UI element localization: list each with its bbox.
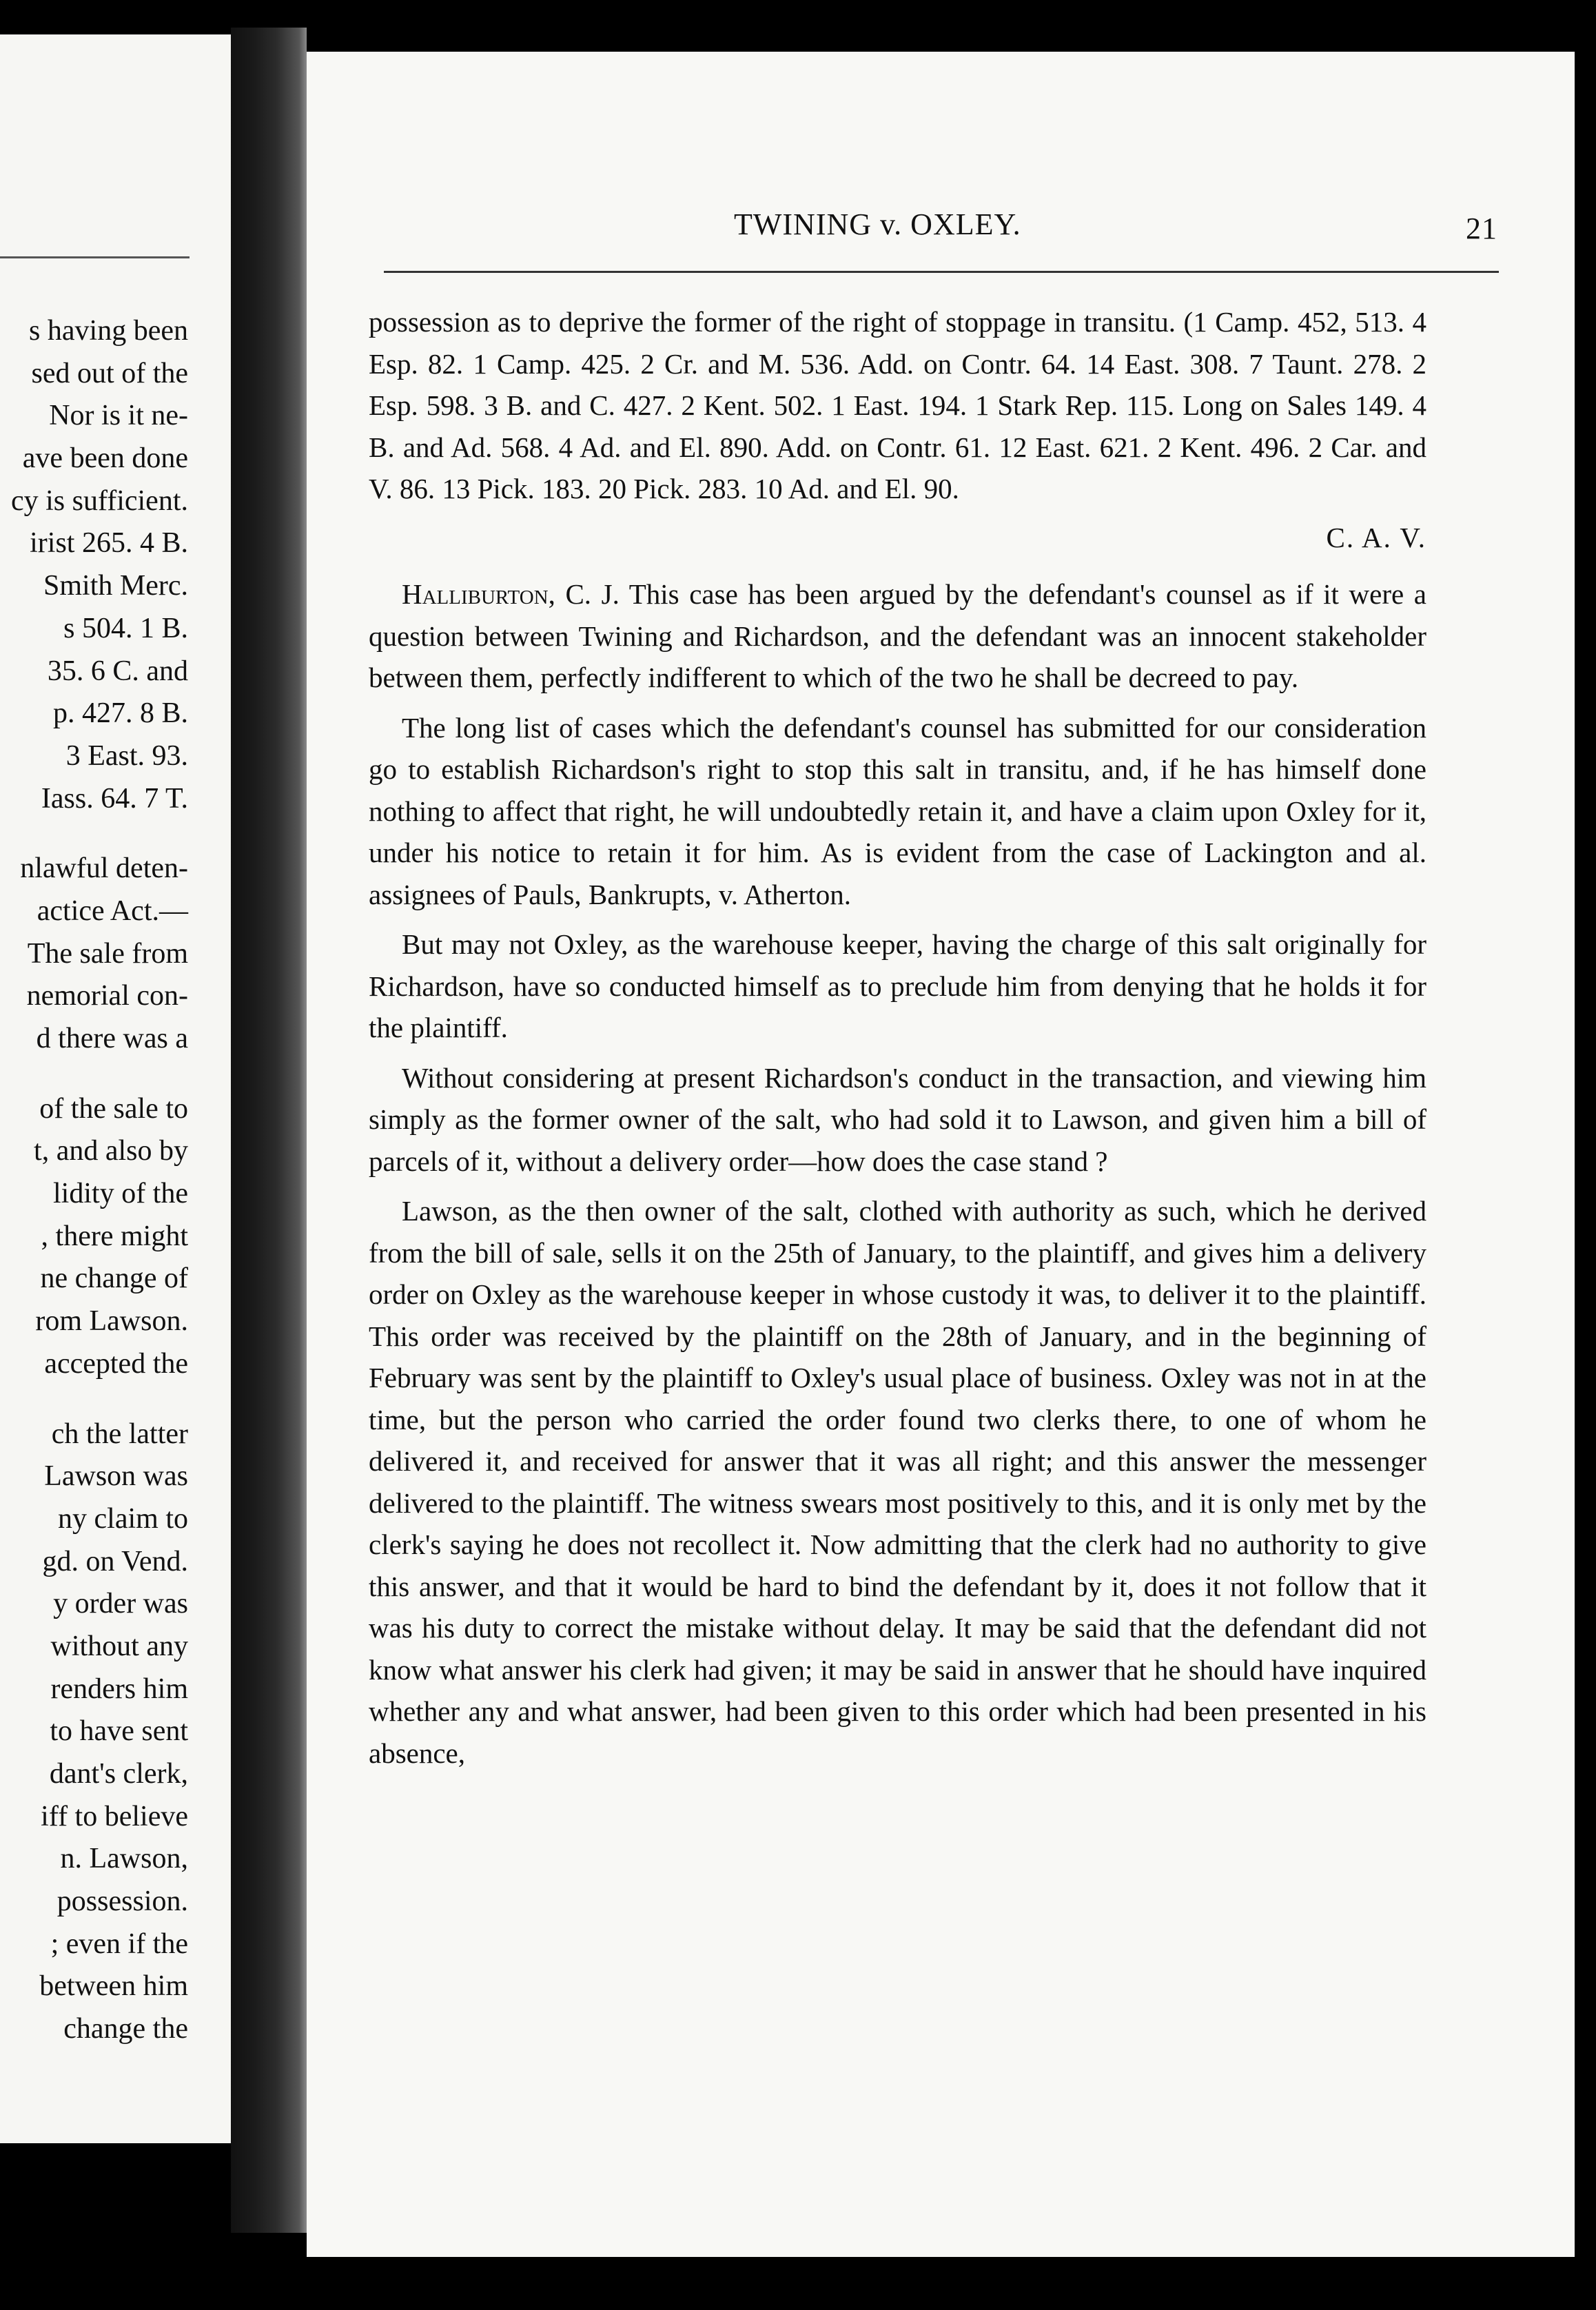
running-title: TWINING v. OXLEY. [734,207,1021,241]
judge-name: Halliburton, C. J. [402,578,620,610]
left-page-line: to have sent [50,1715,188,1748]
left-page-line: The sale from [27,937,188,970]
left-page-line: ch the latter [51,1418,188,1450]
page-number: 21 [1466,212,1497,245]
left-page-text [0,310,188,2051]
right-dark-margin [1575,0,1596,2310]
left-page-line: 3 East. 93. [65,739,188,772]
left-page-line: irist 265. 4 B. [30,527,188,560]
left-page-line: Nor is it ne- [49,400,188,432]
left-page-line: lidity of the [53,1178,188,1210]
paragraph-transaction: Without considering at present Richardson's conduct in the transaction, and viewing him simply as the former owner of the salt, who had sold it to Lawson, and given him a bill of parcels of it, without a delivery order—how does the case stand ? [369,1061,1426,1177]
running-head [307,207,1575,248]
header-rule [384,271,1499,273]
left-page-line: of the sale to [39,1092,188,1125]
left-page-line: possession. [57,1885,188,1918]
left-page-line: , there might [41,1220,188,1252]
left-page-line: ne change of [40,1263,188,1295]
left-page-line: s 504. 1 B. [63,612,188,644]
left-page-line: dant's clerk, [49,1758,188,1790]
left-page-line: ny claim to [58,1502,188,1535]
body-text [369,301,1426,1774]
left-page-line: y order was [53,1588,188,1620]
left-page-line: s having been [29,315,188,347]
left-page-line: t, and also by [34,1135,188,1167]
paragraph-opinion-opening [369,573,1426,699]
left-page-line: between him [39,1970,188,2003]
left-page-line [0,820,188,848]
left-page-rule [0,256,190,258]
main-page [307,52,1575,2257]
left-page-line: renders him [50,1673,188,1705]
paragraph-opinion-text: This case has been argued by the defendant's counsel as if it were a question between Twining and Richardson, and the defendant was an innocent stakeholder between them, perfectly indifferent to which of the two he shall be decreed to pay. [369,578,1426,693]
left-page-line: d there was a [36,1023,188,1054]
left-page-line: accepted the [44,1347,188,1380]
left-page-line: change the [63,2013,188,2045]
left-page-line: ; even if the [50,1928,188,1960]
left-page-line: actice Act.— [37,895,188,927]
left-page-fragment [0,34,231,2143]
left-page-line: without any [50,1630,188,1662]
left-page-line: 35. 6 C. and [47,655,188,687]
left-page-line: nemorial con- [26,980,188,1012]
left-page-line: cy is sufficient. [10,484,188,517]
left-page-line: Lawson was [44,1460,188,1493]
left-page-line: sed out of the [31,357,188,389]
left-page-line [0,1061,188,1088]
left-page-line: Iass. 64. 7 T. [41,782,188,815]
paragraph-cases: The long list of cases which the defendant's counsel has submitted for our consideration go to establish Richardson's right to stop this salt in transitu, and, if he has himself done nothing to affect that right, he will undoubtedly retain it, and have a claim upon Oxley for it, under his notice to retain it for him. As is evident from the case of Lackington and al. assignees of Pauls, Bankrupts, v. Atherton. [369,711,1426,910]
curia-advisari-vult: C. A. V. [1326,521,1426,553]
left-page-line: ave been done [22,442,188,475]
left-page-line: p. 427. 8 B. [52,697,188,730]
left-page-line: rom Lawson. [35,1305,188,1338]
paragraph-delivery-order: Lawson, as the then owner of the salt, clothed with authority as such, which he derived from the bill of sale, sells it on the 25th of January, to the plaintiff, and gives him a delivery order on Oxley as the warehouse keeper in whose custody it was, to deliver it to the plaintiff. This order was received by the plaintiff on the 28th of January, and in the beginning of February was sent by the plaintiff to Oxley's usual place of business. Oxley was not in at the time, but the person who carried the order found two clerks there, to one of whom he delivered it, and received for answer that it was all right; and this answer the messenger delivered to the plaintiff. The witness swears most positively to this, and it is only met by the clerk's saying he does not recollect it. Now admitting that the clerk had no authority to give this answer, and that it would be hard to bind the defendant by it, does it not follow that it was his duty to correct the mistake without delay. It may be said that the defendant did not know what answer his clerk had given; it may be said in answer that he should have inquired whether any and what answer, had been given to this order which had been presented in his absence, [369,1195,1426,1769]
left-page-line: gd. on Vend. [42,1545,188,1577]
left-page-line: nlawful deten- [20,852,188,885]
paragraph-warehouse: But may not Oxley, as the warehouse keeper, having the charge of this salt originally for Richardson, have so conducted himself as to preclude him from denying that he holds it for the plaintiff. [369,928,1426,1043]
binding-gutter [231,28,307,2233]
paragraph-citations: possession as to deprive the former of the right of stoppage in transitu. (1 Camp. 452, 513. 4 Esp. 82. 1 Camp. 425. 2 Cr. and M. 536. Add. on Contr. 64. 14 East. 308. 7 Taunt. 278. 2 Esp. 598. 3 B. and C. 427. 2 Kent. 502. 1 East. 194. 1 Stark Rep. 115. Long on Sales 149. 4 B. and Ad. 568. 4 Ad. and El. 890. Add. on Contr. 61. 12 East. 621. 2 Kent. 496. 2 Car. and V. 86. 13 Pick. 183. 20 Pick. 283. 10 Ad. and El. 90. [369,306,1426,504]
left-page-line: n. Lawson, [60,1843,188,1875]
left-page-line: iff to believe [41,1800,188,1832]
left-page-line [0,1386,188,1413]
left-page-line: Smith Merc. [43,570,188,602]
